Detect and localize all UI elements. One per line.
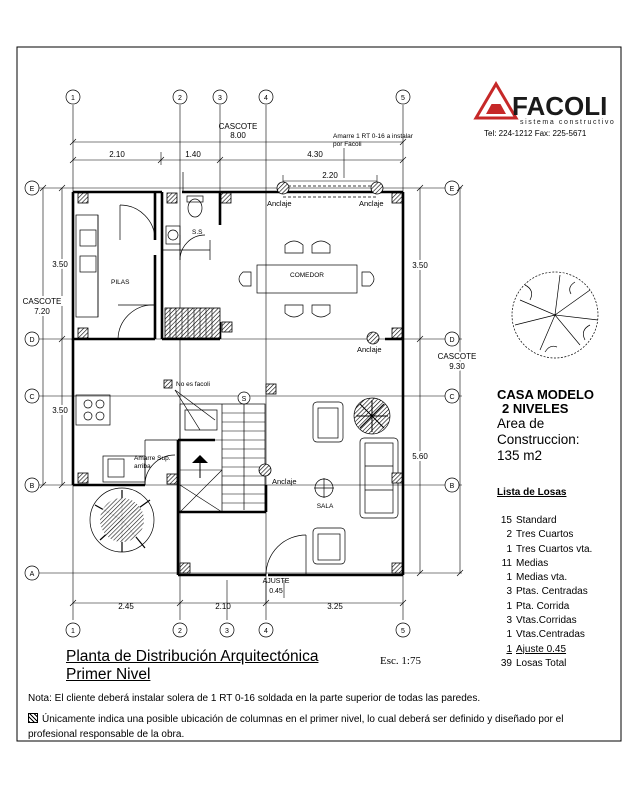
dim-bottom-b: 2.10: [215, 602, 231, 611]
amarre-arriba-note: Amarre Sup. arriba: [134, 455, 171, 470]
note-columns-text: Únicamente indica una posible ubicación de columnas en el primer nivel, lo cual deberá ser definido y diseñado por el profesional responsable de la obra.: [28, 714, 564, 740]
left-dimensions: [40, 185, 65, 488]
dim-left-label: CASCOTE: [22, 297, 62, 306]
room-label-comedor: COMEDOR: [290, 272, 324, 279]
stair-arrow-icon: [192, 455, 208, 463]
plan-title-line2: Primer Nivel: [66, 666, 151, 683]
area-label: Area de Construccion:: [497, 416, 580, 447]
slab-item: 2 Tres Cuartos: [506, 529, 574, 541]
axis-row-d-left: D: [29, 337, 35, 344]
slab-item: 1 Vtas.Centradas: [506, 629, 585, 641]
dim-top-b: 1.40: [185, 150, 201, 159]
dim-right-label: CASCOTE: [437, 352, 477, 361]
slab-item: 1 Pta. Corrida: [506, 600, 570, 612]
axis-col-1-top: 1: [71, 95, 75, 102]
brand-name: FACOLI: [512, 91, 608, 121]
dim-left-a: 3.50: [52, 260, 68, 269]
axis-row-b-right: B: [449, 483, 455, 490]
dim-right-a: 3.50: [412, 261, 428, 270]
axis-col-5-top: 5: [401, 95, 405, 102]
plan-title-line1: Planta de Distribución Arquitectónica: [66, 648, 319, 665]
tree-icon-sala: [354, 398, 390, 434]
model-info: [497, 388, 594, 464]
note-solera: Nota: El cliente deberá instalar solera de 1 RT 0-16 soldada en la parte superior de todas las paredes.: [28, 693, 481, 704]
axis-col-4-top: 4: [264, 95, 268, 102]
dim-top-label: CASCOTE: [218, 122, 258, 131]
axis-col-1-bottom: 1: [71, 628, 75, 635]
dim-left-b: 3.50: [52, 406, 68, 415]
axis-col-4-bottom: 4: [264, 628, 268, 635]
room-label-ss: S.S: [192, 229, 203, 236]
slab-item: 1 Medias vta.: [506, 572, 568, 584]
column-bubbles-top: [66, 90, 410, 104]
column-bubbles-bottom: [66, 623, 410, 637]
axis-row-e-right: E: [449, 186, 455, 193]
dim-top-a: 2.10: [109, 150, 125, 159]
dim-bottom-a: 2.45: [118, 602, 134, 611]
tree-icon-bottom-left: [90, 488, 154, 552]
axis-col-2-top: 2: [178, 95, 182, 102]
tree-icon-right: [512, 272, 598, 358]
dim-bottom-c: 3.25: [327, 602, 343, 611]
anchor-label-1: Anclaje: [267, 199, 292, 208]
dim-top-inner: 2.20: [322, 171, 338, 180]
facoli-logo[interactable]: [476, 84, 615, 126]
slab-item: 1 Tres Cuartos vta.: [506, 543, 593, 555]
slab-total: 39 Losas Total: [500, 657, 567, 669]
slab-item: 15 Standard: [500, 515, 557, 526]
plan-scale: Esc. 1:75: [380, 655, 421, 667]
dim-top-c: 4.30: [307, 150, 323, 159]
column-marker-icon: [28, 713, 38, 723]
room-label-pilas: PILAS: [111, 279, 130, 286]
slab-item: 3 Vtas.Corridas: [506, 615, 577, 627]
right-dimensions: [417, 185, 463, 576]
slab-item: 11 Medias: [501, 557, 549, 569]
row-bubbles-right: [445, 181, 459, 492]
axis-row-e-left: E: [29, 186, 35, 193]
dim-right-b: 5.60: [412, 452, 428, 461]
anchor-label-3: Anclaje: [357, 345, 382, 354]
slab-item: 3 Ptas. Centradas: [506, 586, 588, 598]
anchor-label-4: Anclaje: [272, 477, 297, 486]
dim-right-total: 9.30: [449, 362, 465, 371]
area-value: 135 m2: [497, 448, 543, 463]
dim-left-total: 7.20: [34, 307, 50, 316]
model-title: CASA MODELO: [497, 387, 595, 402]
axis-col-3-bottom: 3: [225, 628, 229, 635]
note-columns: [28, 712, 588, 742]
axis-row-b-left: B: [29, 483, 35, 490]
not-facoli-label: No es facoli: [176, 381, 210, 388]
stair-marker-label: S: [241, 396, 247, 403]
dim-top-total: 8.00: [230, 131, 246, 140]
slab-list: [496, 514, 592, 671]
brand-phone: Tel: 224-1212 Fax: 225-5671: [484, 129, 587, 138]
axis-row-c-left: C: [29, 394, 35, 401]
axis-col-5-bottom: 5: [401, 628, 405, 635]
axis-row-c-right: C: [449, 394, 455, 401]
axis-row-a-left: A: [29, 571, 35, 578]
dim-adjust-label: AJUSTE: [262, 578, 290, 585]
axis-col-3-top: 3: [218, 95, 222, 102]
axis-row-d-right: D: [449, 337, 455, 344]
dim-adjust-value: 0.45: [269, 588, 283, 595]
slab-list-title: Lista de Losas: [497, 487, 567, 498]
row-bubbles-left: [25, 181, 39, 580]
plan-title: [66, 648, 318, 684]
model-subtitle: 2 NIVELES: [502, 401, 569, 416]
slab-item: 1 Ajuste 0.45: [506, 643, 567, 655]
axis-col-2-bottom: 2: [178, 628, 182, 635]
anchor-label-2: Anclaje: [359, 199, 384, 208]
room-label-sala: SALA: [316, 503, 334, 510]
amarre-note: Amarre 1 RT 0-16 a instalar por Facoli: [333, 133, 413, 148]
brand-tagline: sistema constructivo: [520, 119, 616, 126]
